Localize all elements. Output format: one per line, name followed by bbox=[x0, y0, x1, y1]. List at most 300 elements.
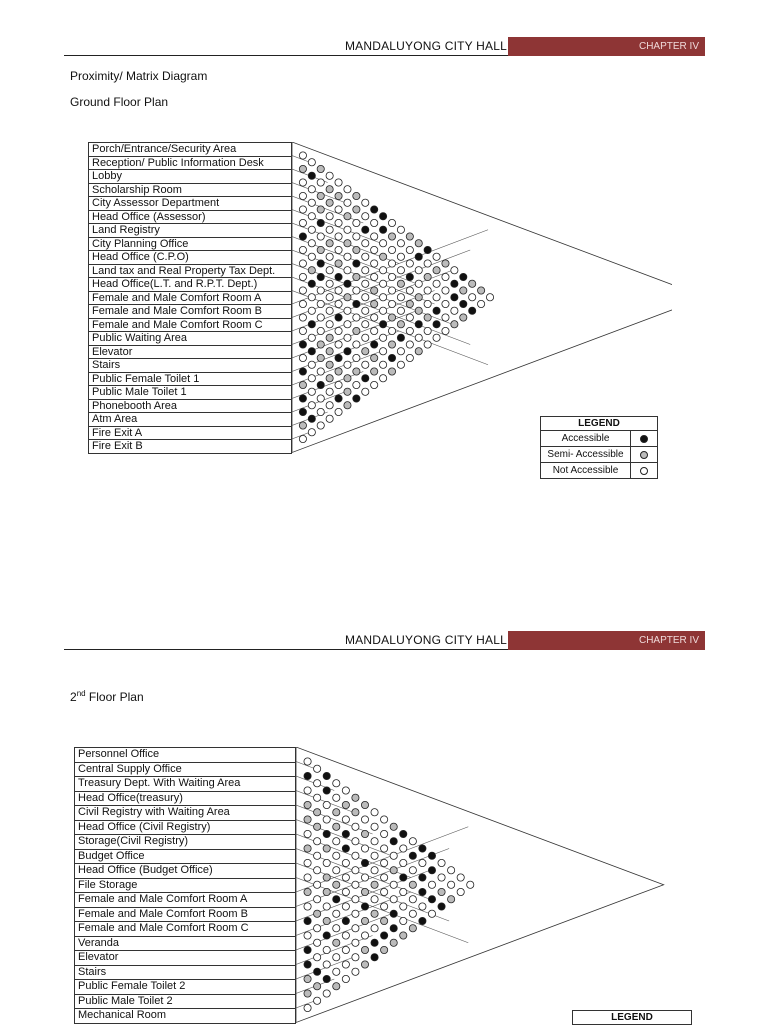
room-label: Stairs bbox=[88, 359, 292, 373]
matrix-cell bbox=[323, 787, 330, 794]
matrix-cell bbox=[409, 838, 416, 845]
matrix-cell bbox=[335, 341, 342, 348]
matrix-cell bbox=[344, 240, 351, 247]
matrix-cell bbox=[400, 874, 407, 881]
matrix-cell bbox=[335, 192, 342, 199]
matrix-cell bbox=[371, 273, 378, 280]
matrix-cell bbox=[335, 395, 342, 402]
page1-header bbox=[64, 34, 705, 56]
matrix-cell bbox=[308, 307, 315, 314]
matrix-cell bbox=[390, 925, 397, 932]
matrix-cell bbox=[353, 260, 360, 267]
matrix-cell bbox=[317, 206, 324, 213]
matrix-cell bbox=[467, 881, 474, 888]
matrix-cell bbox=[342, 903, 349, 910]
matrix-cell bbox=[308, 375, 315, 382]
matrix-cell bbox=[415, 307, 422, 314]
matrix-cell bbox=[335, 381, 342, 388]
matrix-cell bbox=[353, 368, 360, 375]
matrix-cell bbox=[353, 395, 360, 402]
matrix-cell bbox=[442, 273, 449, 280]
matrix-cell bbox=[433, 267, 440, 274]
matrix-cell bbox=[299, 206, 306, 213]
room-label: Head Office (Budget Office) bbox=[74, 864, 296, 879]
matrix-cell bbox=[299, 408, 306, 415]
matrix-cell bbox=[299, 381, 306, 388]
room-label: Female and Male Comfort Room A bbox=[88, 292, 292, 306]
matrix-cell bbox=[333, 983, 340, 990]
matrix-cell bbox=[299, 368, 306, 375]
matrix-cell bbox=[353, 354, 360, 361]
matrix-cell bbox=[406, 246, 413, 253]
matrix-cell bbox=[314, 997, 321, 1004]
matrix-cell bbox=[326, 307, 333, 314]
matrix-cell bbox=[406, 300, 413, 307]
matrix-cell bbox=[415, 280, 422, 287]
matrix-cell bbox=[344, 280, 351, 287]
matrix-cell bbox=[390, 896, 397, 903]
matrix-cell bbox=[390, 823, 397, 830]
matrix-cell bbox=[335, 354, 342, 361]
matrix-cell bbox=[388, 327, 395, 334]
matrix-cell bbox=[380, 321, 387, 328]
matrix-cell bbox=[308, 388, 315, 395]
matrix-cell bbox=[299, 300, 306, 307]
matrix-cell bbox=[469, 280, 476, 287]
matrix-cell bbox=[371, 287, 378, 294]
matrix-cell bbox=[352, 794, 359, 801]
matrix-cell bbox=[448, 867, 455, 874]
matrix-cell bbox=[361, 888, 368, 895]
matrix-cell bbox=[397, 280, 404, 287]
room-label: Public Female Toilet 1 bbox=[88, 373, 292, 387]
matrix-cell bbox=[442, 314, 449, 321]
matrix-grid bbox=[296, 747, 676, 1024]
matrix-cell bbox=[415, 240, 422, 247]
matrix-cell bbox=[352, 939, 359, 946]
matrix-cell bbox=[428, 867, 435, 874]
matrix-cell bbox=[381, 903, 388, 910]
matrix-cell bbox=[415, 334, 422, 341]
matrix-cell bbox=[371, 341, 378, 348]
matrix-cell bbox=[323, 975, 330, 982]
matrix-cell bbox=[390, 838, 397, 845]
matrix-cell bbox=[304, 801, 311, 808]
matrix-cell bbox=[317, 395, 324, 402]
matrix-cell bbox=[448, 896, 455, 903]
matrix-cell bbox=[299, 435, 306, 442]
matrix-cell bbox=[371, 881, 378, 888]
caption-number: 2 bbox=[70, 690, 77, 704]
matrix-cell bbox=[406, 233, 413, 240]
header-title: MANDALUYONG CITY HALL bbox=[344, 633, 507, 647]
matrix-cell bbox=[388, 314, 395, 321]
matrix-cell bbox=[433, 334, 440, 341]
matrix-cell bbox=[304, 787, 311, 794]
matrix-cell bbox=[388, 341, 395, 348]
matrix-cell bbox=[424, 300, 431, 307]
room-label: Head Office(treasury) bbox=[74, 792, 296, 807]
matrix-cell bbox=[451, 280, 458, 287]
matrix-cell bbox=[353, 381, 360, 388]
matrix-cell bbox=[460, 300, 467, 307]
matrix-cell bbox=[344, 294, 351, 301]
matrix-cell bbox=[352, 954, 359, 961]
matrix-cell bbox=[308, 415, 315, 422]
matrix-cell bbox=[397, 294, 404, 301]
matrix-cell bbox=[457, 874, 464, 881]
matrix-cell bbox=[388, 368, 395, 375]
matrix-cell bbox=[397, 321, 404, 328]
room-label: Mechanical Room bbox=[74, 1009, 296, 1024]
matrix-cell bbox=[397, 307, 404, 314]
matrix-cell bbox=[323, 917, 330, 924]
matrix-cell bbox=[380, 294, 387, 301]
matrix-cell bbox=[317, 246, 324, 253]
matrix-cell bbox=[438, 903, 445, 910]
matrix-cell bbox=[317, 192, 324, 199]
matrix-cell bbox=[299, 219, 306, 226]
matrix-cell bbox=[371, 219, 378, 226]
legend-row-accessible bbox=[541, 431, 657, 447]
matrix-cell bbox=[371, 260, 378, 267]
room-label: Porch/Entrance/Security Area bbox=[88, 143, 292, 157]
matrix-cell bbox=[317, 300, 324, 307]
matrix-cell bbox=[304, 888, 311, 895]
matrix-cell bbox=[381, 917, 388, 924]
room-label: Budget Office bbox=[74, 850, 296, 865]
matrix-cell bbox=[314, 939, 321, 946]
matrix-cell bbox=[442, 260, 449, 267]
matrix-cell bbox=[344, 334, 351, 341]
matrix-cell bbox=[438, 888, 445, 895]
matrix-cell bbox=[304, 903, 311, 910]
matrix-cell bbox=[308, 361, 315, 368]
matrix-cell bbox=[388, 354, 395, 361]
matrix-cell bbox=[390, 881, 397, 888]
matrix-cell bbox=[380, 361, 387, 368]
matrix-cell bbox=[333, 794, 340, 801]
matrix-cell bbox=[323, 874, 330, 881]
matrix-cell bbox=[323, 932, 330, 939]
matrix-cell bbox=[344, 226, 351, 233]
matrix-cell bbox=[409, 852, 416, 859]
matrix-cell bbox=[380, 213, 387, 220]
matrix-cell bbox=[342, 787, 349, 794]
matrix-cell bbox=[314, 896, 321, 903]
matrix-cell bbox=[406, 273, 413, 280]
matrix-cell bbox=[342, 830, 349, 837]
matrix-cell bbox=[344, 253, 351, 260]
matrix-cell bbox=[361, 917, 368, 924]
matrix-cell bbox=[415, 253, 422, 260]
matrix-cell bbox=[317, 422, 324, 429]
matrix-cell bbox=[326, 375, 333, 382]
matrix-cell bbox=[381, 888, 388, 895]
matrix-cell bbox=[352, 852, 359, 859]
matrix-cell bbox=[326, 253, 333, 260]
matrix-cell bbox=[335, 273, 342, 280]
matrix-cell bbox=[415, 321, 422, 328]
matrix-cell bbox=[317, 354, 324, 361]
matrix-cell bbox=[299, 341, 306, 348]
matrix-cell bbox=[419, 903, 426, 910]
floor-caption: Ground Floor Plan bbox=[70, 95, 169, 109]
matrix-cell bbox=[486, 294, 493, 301]
matrix-cell bbox=[380, 253, 387, 260]
matrix-cell bbox=[380, 280, 387, 287]
matrix-cell bbox=[344, 388, 351, 395]
matrix-cell bbox=[342, 874, 349, 881]
matrix-cell bbox=[323, 859, 330, 866]
matrix-cell bbox=[400, 859, 407, 866]
legend-box bbox=[540, 416, 658, 479]
matrix-cell bbox=[428, 852, 435, 859]
matrix-cell bbox=[424, 327, 431, 334]
matrix-cell bbox=[317, 165, 324, 172]
matrix-cell bbox=[371, 206, 378, 213]
matrix-cell bbox=[317, 341, 324, 348]
matrix-cell bbox=[424, 260, 431, 267]
matrix-cell bbox=[388, 246, 395, 253]
matrix-cell bbox=[362, 240, 369, 247]
matrix-cell bbox=[344, 402, 351, 409]
matrix-cell bbox=[304, 1004, 311, 1011]
matrix-cell bbox=[308, 267, 315, 274]
matrix-cell bbox=[353, 192, 360, 199]
matrix-cell bbox=[335, 287, 342, 294]
matrix-cell bbox=[317, 327, 324, 334]
matrix-cell bbox=[352, 925, 359, 932]
chapter-tab: CHAPTER IV bbox=[508, 37, 705, 56]
matrix-cell bbox=[323, 772, 330, 779]
matrix-cell bbox=[304, 830, 311, 837]
matrix-cell bbox=[323, 830, 330, 837]
matrix-cell bbox=[442, 287, 449, 294]
matrix-cell bbox=[381, 845, 388, 852]
matrix-cell bbox=[317, 260, 324, 267]
matrix-cell bbox=[362, 280, 369, 287]
room-label: Land tax and Real Property Tax Dept. bbox=[88, 265, 292, 279]
room-label: Elevator bbox=[74, 951, 296, 966]
legend-label: Accessible bbox=[541, 431, 631, 446]
matrix-cell bbox=[326, 361, 333, 368]
matrix-cell bbox=[344, 186, 351, 193]
matrix-cell bbox=[406, 260, 413, 267]
room-label: Land Registry bbox=[88, 224, 292, 238]
matrix-cell bbox=[304, 932, 311, 939]
empty-circle-icon bbox=[640, 467, 648, 475]
matrix-cell bbox=[353, 219, 360, 226]
matrix-cell bbox=[323, 961, 330, 968]
matrix-cell bbox=[353, 300, 360, 307]
matrix-cell bbox=[448, 881, 455, 888]
matrix-cell bbox=[361, 946, 368, 953]
proximity-matrix-ground bbox=[292, 142, 672, 462]
matrix-cell bbox=[362, 267, 369, 274]
matrix-cell bbox=[397, 348, 404, 355]
matrix-cell bbox=[362, 361, 369, 368]
matrix-cell bbox=[371, 838, 378, 845]
chapter-tab: CHAPTER IV bbox=[508, 631, 705, 650]
diagram-caption: Proximity/ Matrix Diagram bbox=[70, 69, 208, 83]
matrix-cell bbox=[361, 874, 368, 881]
matrix-cell bbox=[478, 300, 485, 307]
room-label: Fire Exit A bbox=[88, 427, 292, 441]
matrix-cell bbox=[352, 968, 359, 975]
matrix-cell bbox=[308, 402, 315, 409]
matrix-cell bbox=[317, 179, 324, 186]
room-label: Fire Exit B bbox=[88, 440, 292, 454]
matrix-cell bbox=[361, 830, 368, 837]
matrix-cell bbox=[381, 932, 388, 939]
matrix-cell bbox=[314, 968, 321, 975]
matrix-cell bbox=[317, 219, 324, 226]
room-label: Female and Male Comfort Room A bbox=[74, 893, 296, 908]
matrix-cell bbox=[397, 267, 404, 274]
matrix-cell bbox=[371, 314, 378, 321]
matrix-cell bbox=[371, 896, 378, 903]
matrix-grid bbox=[292, 142, 672, 462]
matrix-cell bbox=[326, 267, 333, 274]
matrix-cell bbox=[419, 874, 426, 881]
room-label: Veranda bbox=[74, 937, 296, 952]
room-label: Storage(Civil Registry) bbox=[74, 835, 296, 850]
matrix-cell bbox=[433, 307, 440, 314]
matrix-cell bbox=[326, 240, 333, 247]
room-label: Head Office (Assessor) bbox=[88, 211, 292, 225]
matrix-cell bbox=[314, 983, 321, 990]
matrix-cell bbox=[381, 874, 388, 881]
matrix-cell bbox=[333, 968, 340, 975]
matrix-cell bbox=[342, 859, 349, 866]
matrix-cell bbox=[442, 300, 449, 307]
legend-label: Not Accessible bbox=[541, 463, 631, 478]
matrix-cell bbox=[314, 794, 321, 801]
matrix-cell bbox=[304, 845, 311, 852]
matrix-cell bbox=[333, 939, 340, 946]
matrix-cell bbox=[314, 867, 321, 874]
matrix-cell bbox=[353, 341, 360, 348]
matrix-cell bbox=[353, 233, 360, 240]
matrix-cell bbox=[326, 334, 333, 341]
matrix-cell bbox=[409, 910, 416, 917]
matrix-cell bbox=[400, 903, 407, 910]
legend-row-not bbox=[541, 463, 657, 478]
matrix-cell bbox=[406, 327, 413, 334]
matrix-cell bbox=[342, 975, 349, 982]
room-label: Female and Male Comfort Room B bbox=[88, 305, 292, 319]
matrix-cell bbox=[314, 954, 321, 961]
matrix-cell bbox=[308, 240, 315, 247]
matrix-cell bbox=[335, 260, 342, 267]
matrix-cell bbox=[333, 867, 340, 874]
matrix-cell bbox=[451, 321, 458, 328]
matrix-cell bbox=[415, 267, 422, 274]
matrix-cell bbox=[342, 816, 349, 823]
room-label: Treasury Dept. With Waiting Area bbox=[74, 777, 296, 792]
matrix-cell bbox=[308, 294, 315, 301]
matrix-cell bbox=[353, 287, 360, 294]
matrix-cell bbox=[333, 925, 340, 932]
matrix-cell bbox=[353, 327, 360, 334]
matrix-cell bbox=[371, 381, 378, 388]
matrix-cell bbox=[317, 287, 324, 294]
matrix-cell bbox=[335, 368, 342, 375]
matrix-cell bbox=[362, 226, 369, 233]
matrix-cell bbox=[308, 172, 315, 179]
room-label: Head Office (Civil Registry) bbox=[74, 821, 296, 836]
matrix-cell bbox=[304, 859, 311, 866]
legend-box bbox=[572, 1010, 692, 1025]
matrix-cell bbox=[314, 925, 321, 932]
matrix-cell bbox=[460, 287, 467, 294]
matrix-cell bbox=[304, 946, 311, 953]
room-label-column bbox=[88, 142, 292, 454]
matrix-cell bbox=[424, 287, 431, 294]
matrix-cell bbox=[438, 874, 445, 881]
matrix-cell bbox=[326, 186, 333, 193]
room-label: Public Female Toilet 2 bbox=[74, 980, 296, 995]
matrix-cell bbox=[390, 910, 397, 917]
matrix-cell bbox=[317, 408, 324, 415]
matrix-cell bbox=[362, 348, 369, 355]
matrix-cell bbox=[304, 816, 311, 823]
matrix-cell bbox=[451, 307, 458, 314]
matrix-cell bbox=[335, 179, 342, 186]
matrix-cell bbox=[362, 334, 369, 341]
matrix-cell bbox=[342, 961, 349, 968]
matrix-cell bbox=[353, 246, 360, 253]
matrix-cell bbox=[361, 903, 368, 910]
matrix-cell bbox=[326, 402, 333, 409]
matrix-cell bbox=[299, 422, 306, 429]
matrix-cell bbox=[433, 253, 440, 260]
matrix-outline bbox=[296, 747, 664, 1023]
matrix-cell bbox=[409, 896, 416, 903]
matrix-cell bbox=[362, 307, 369, 314]
room-label: Elevator bbox=[88, 346, 292, 360]
matrix-cell bbox=[335, 206, 342, 213]
matrix-cell bbox=[308, 253, 315, 260]
matrix-cell bbox=[469, 307, 476, 314]
matrix-cell bbox=[333, 823, 340, 830]
matrix-cell bbox=[400, 830, 407, 837]
matrix-cell bbox=[326, 199, 333, 206]
matrix-cell bbox=[326, 172, 333, 179]
matrix-cell bbox=[352, 881, 359, 888]
matrix-cell bbox=[314, 765, 321, 772]
matrix-cell bbox=[317, 381, 324, 388]
matrix-cell bbox=[308, 429, 315, 436]
room-label: Female and Male Comfort Room C bbox=[74, 922, 296, 937]
matrix-cell bbox=[400, 932, 407, 939]
matrix-cell bbox=[361, 961, 368, 968]
matrix-cell bbox=[326, 226, 333, 233]
room-label: Public Male Toilet 1 bbox=[88, 386, 292, 400]
matrix-cell bbox=[442, 327, 449, 334]
filled-circle-icon bbox=[640, 435, 648, 443]
matrix-cell bbox=[317, 368, 324, 375]
matrix-cell bbox=[317, 273, 324, 280]
matrix-cell bbox=[335, 314, 342, 321]
matrix-cell bbox=[457, 888, 464, 895]
proximity-matrix-second bbox=[296, 747, 676, 1024]
matrix-cell bbox=[361, 859, 368, 866]
matrix-cell bbox=[397, 334, 404, 341]
matrix-cell bbox=[314, 910, 321, 917]
matrix-cell bbox=[352, 910, 359, 917]
